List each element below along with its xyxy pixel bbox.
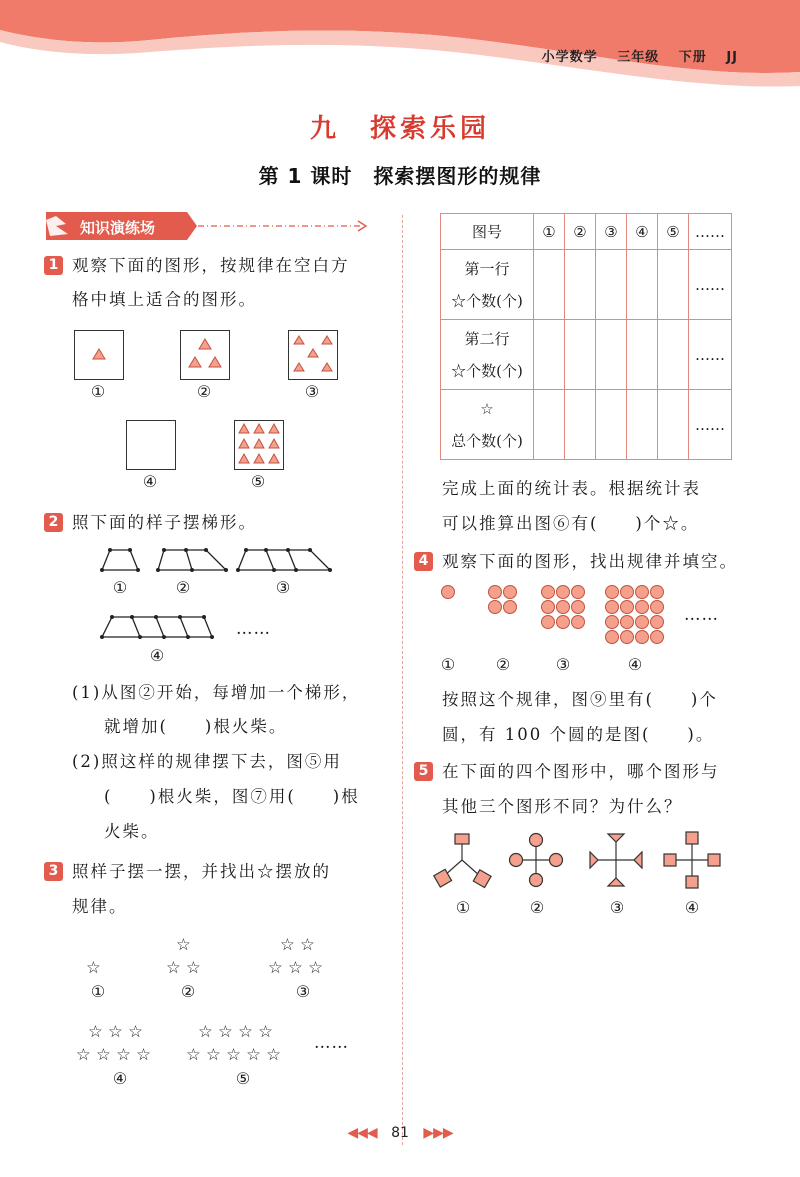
- page-number: 81: [391, 1125, 409, 1141]
- table-input-cell[interactable]: [627, 320, 658, 390]
- row2-label-b: ☆个数(个): [451, 361, 523, 380]
- q5-number: 5: [414, 762, 433, 781]
- q4-number: 4: [414, 552, 433, 571]
- q1-line2: 格中填上适合的图形。: [72, 290, 257, 309]
- q1-blank-square[interactable]: [126, 420, 176, 470]
- q5-label-4: ④: [684, 898, 700, 917]
- table-input-cell[interactable]: [534, 390, 565, 460]
- row3-label-b: 总个数(个): [451, 431, 523, 450]
- q2-label-1: ①: [112, 578, 128, 597]
- q2-text: 照下面的样子摆梯形。: [72, 513, 257, 532]
- q3-label-5: ⑤: [235, 1069, 251, 1088]
- q1-label-4: ④: [142, 472, 158, 491]
- q3-fig2-row2: ☆ ☆: [166, 958, 201, 977]
- table-input-cell[interactable]: [596, 250, 627, 320]
- q3-label-1: ①: [90, 982, 106, 1001]
- table-header-row: [441, 214, 732, 250]
- q2-label-2: ②: [175, 578, 191, 597]
- q1-figure-1: [74, 330, 124, 380]
- q4-label-3: ③: [555, 655, 571, 674]
- q3-ellipsis: ……: [314, 1033, 349, 1052]
- q3-after-line1: 完成上面的统计表。根据统计表: [442, 479, 701, 498]
- unit-title: 九 探索乐园: [309, 114, 490, 144]
- table-input-cell[interactable]: [627, 250, 658, 320]
- table-input-cell[interactable]: [596, 320, 627, 390]
- q1-figure-3: [288, 330, 338, 380]
- page-footer: [0, 1125, 800, 1141]
- table-input-cell[interactable]: [596, 390, 627, 460]
- q4-ellipsis: ……: [684, 605, 719, 624]
- q4-line2: 圆，有 100 个圆的是图( )。: [442, 725, 715, 744]
- section-dash-arrow: [198, 218, 368, 234]
- q3-label-2: ②: [180, 982, 196, 1001]
- q2-trapezoids-row1: [100, 545, 400, 577]
- q2-sub2-line1: (2)照这样的规律摆下去，图⑤用: [72, 752, 342, 771]
- table-header-cell: ③: [596, 214, 627, 250]
- table-input-cell[interactable]: [627, 390, 658, 460]
- q1-number: 1: [44, 256, 63, 275]
- q3-label-3: ③: [295, 982, 311, 1001]
- table-row: [441, 320, 732, 390]
- q1-label-2: ②: [196, 382, 212, 401]
- table-row-label: [441, 390, 534, 460]
- q3-stat-table: [440, 213, 732, 460]
- column-divider: [402, 215, 403, 1145]
- footer-left-arrows: ◀◀◀: [347, 1125, 377, 1141]
- q1-figure-5: [234, 420, 284, 470]
- q3-fig3-row2: ☆ ☆ ☆: [268, 958, 323, 977]
- table-header-cell: ⑤: [658, 214, 689, 250]
- q2-sub2-line3: 火柴。: [104, 822, 160, 841]
- q4-text: 观察下面的图形，找出规律并填空。: [442, 552, 738, 571]
- table-input-cell[interactable]: [534, 320, 565, 390]
- q5-label-1: ①: [455, 898, 471, 917]
- table-row: [441, 390, 732, 460]
- table-input-cell[interactable]: [658, 390, 689, 460]
- q5-figures: [432, 828, 732, 898]
- q4-label-4: ④: [627, 655, 643, 674]
- row1-label-a: 第一行: [464, 259, 510, 278]
- q4-line1: 按照这个规律，图⑨里有( )个: [442, 690, 718, 709]
- table-header-cell: ①: [534, 214, 565, 250]
- table-header-cell: 图号: [441, 214, 534, 250]
- table-ellipsis: ……: [689, 320, 732, 390]
- table-row: [441, 250, 732, 320]
- table-input-cell[interactable]: [658, 320, 689, 390]
- q4-label-1: ①: [440, 655, 456, 674]
- q1-label-3: ③: [304, 382, 320, 401]
- table-input-cell[interactable]: [658, 250, 689, 320]
- table-ellipsis: ……: [689, 390, 732, 460]
- header-term: 下册: [678, 50, 707, 65]
- row2-label-a: 第二行: [464, 329, 510, 348]
- q3-fig5-row2: ☆ ☆ ☆ ☆ ☆: [186, 1045, 281, 1064]
- row3-label-a: ☆: [480, 399, 494, 418]
- header-info: [528, 46, 738, 65]
- section-label: 知识演练场: [80, 219, 156, 237]
- q2-label-4: ④: [149, 646, 165, 665]
- header-wave: [0, 0, 800, 90]
- lesson-title: 第 1 课时 探索摆图形的规律: [258, 164, 542, 188]
- header-grade: 三年级: [617, 50, 660, 65]
- q4-label-2: ②: [495, 655, 511, 674]
- q3-line1: 照样子摆一摆，并找出☆摆放的: [72, 862, 331, 881]
- table-row-label: [441, 250, 534, 320]
- q1-figure-2: [180, 330, 230, 380]
- q2-label-3: ③: [275, 578, 291, 597]
- q1-label-1: ①: [90, 382, 106, 401]
- table-header-cell: ②: [565, 214, 596, 250]
- table-input-cell[interactable]: [565, 250, 596, 320]
- q3-after-line2: 可以推算出图⑥有( )个☆。: [442, 514, 700, 533]
- q3-number: 3: [44, 862, 63, 881]
- table-header-cell: ④: [627, 214, 658, 250]
- q2-sub1-line1: (1)从图②开始，每增加一个梯形，: [72, 683, 361, 702]
- q3-label-4: ④: [112, 1069, 128, 1088]
- q2-ellipsis: ……: [236, 619, 271, 638]
- table-input-cell[interactable]: [565, 390, 596, 460]
- q2-sub1-line2: 就增加( )根火柴。: [104, 717, 288, 736]
- q3-fig1-row1: ☆: [86, 958, 101, 977]
- q5-label-3: ③: [609, 898, 625, 917]
- table-input-cell[interactable]: [565, 320, 596, 390]
- table-row-label: [441, 320, 534, 390]
- q5-line1: 在下面的四个图形中，哪个图形与: [442, 762, 720, 781]
- q3-fig4-row2: ☆ ☆ ☆ ☆: [76, 1045, 151, 1064]
- header-edition: JJ: [726, 50, 738, 65]
- q5-line2: 其他三个图形不同？为什么？: [442, 797, 683, 816]
- q3-fig2-row1: ☆: [176, 935, 191, 954]
- table-header-cell: ……: [689, 214, 732, 250]
- row1-label-b: ☆个数(个): [451, 291, 523, 310]
- q3-fig4-row1: ☆ ☆ ☆: [88, 1022, 143, 1041]
- q2-number: 2: [44, 513, 63, 532]
- q1-label-5: ⑤: [250, 472, 266, 491]
- q3-fig3-row1: ☆ ☆: [280, 935, 315, 954]
- q2-sub2-line2: ( )根火柴，图⑦用( )根: [104, 787, 360, 806]
- q1-line1: 观察下面的图形，按规律在空白方: [72, 256, 350, 275]
- q5-label-2: ②: [529, 898, 545, 917]
- q3-line2: 规律。: [72, 897, 128, 916]
- header-subject: 小学数学: [541, 50, 598, 65]
- footer-right-arrows: ▶▶▶: [423, 1125, 453, 1141]
- table-ellipsis: ……: [689, 250, 732, 320]
- q3-fig5-row1: ☆ ☆ ☆ ☆: [198, 1022, 273, 1041]
- table-input-cell[interactable]: [534, 250, 565, 320]
